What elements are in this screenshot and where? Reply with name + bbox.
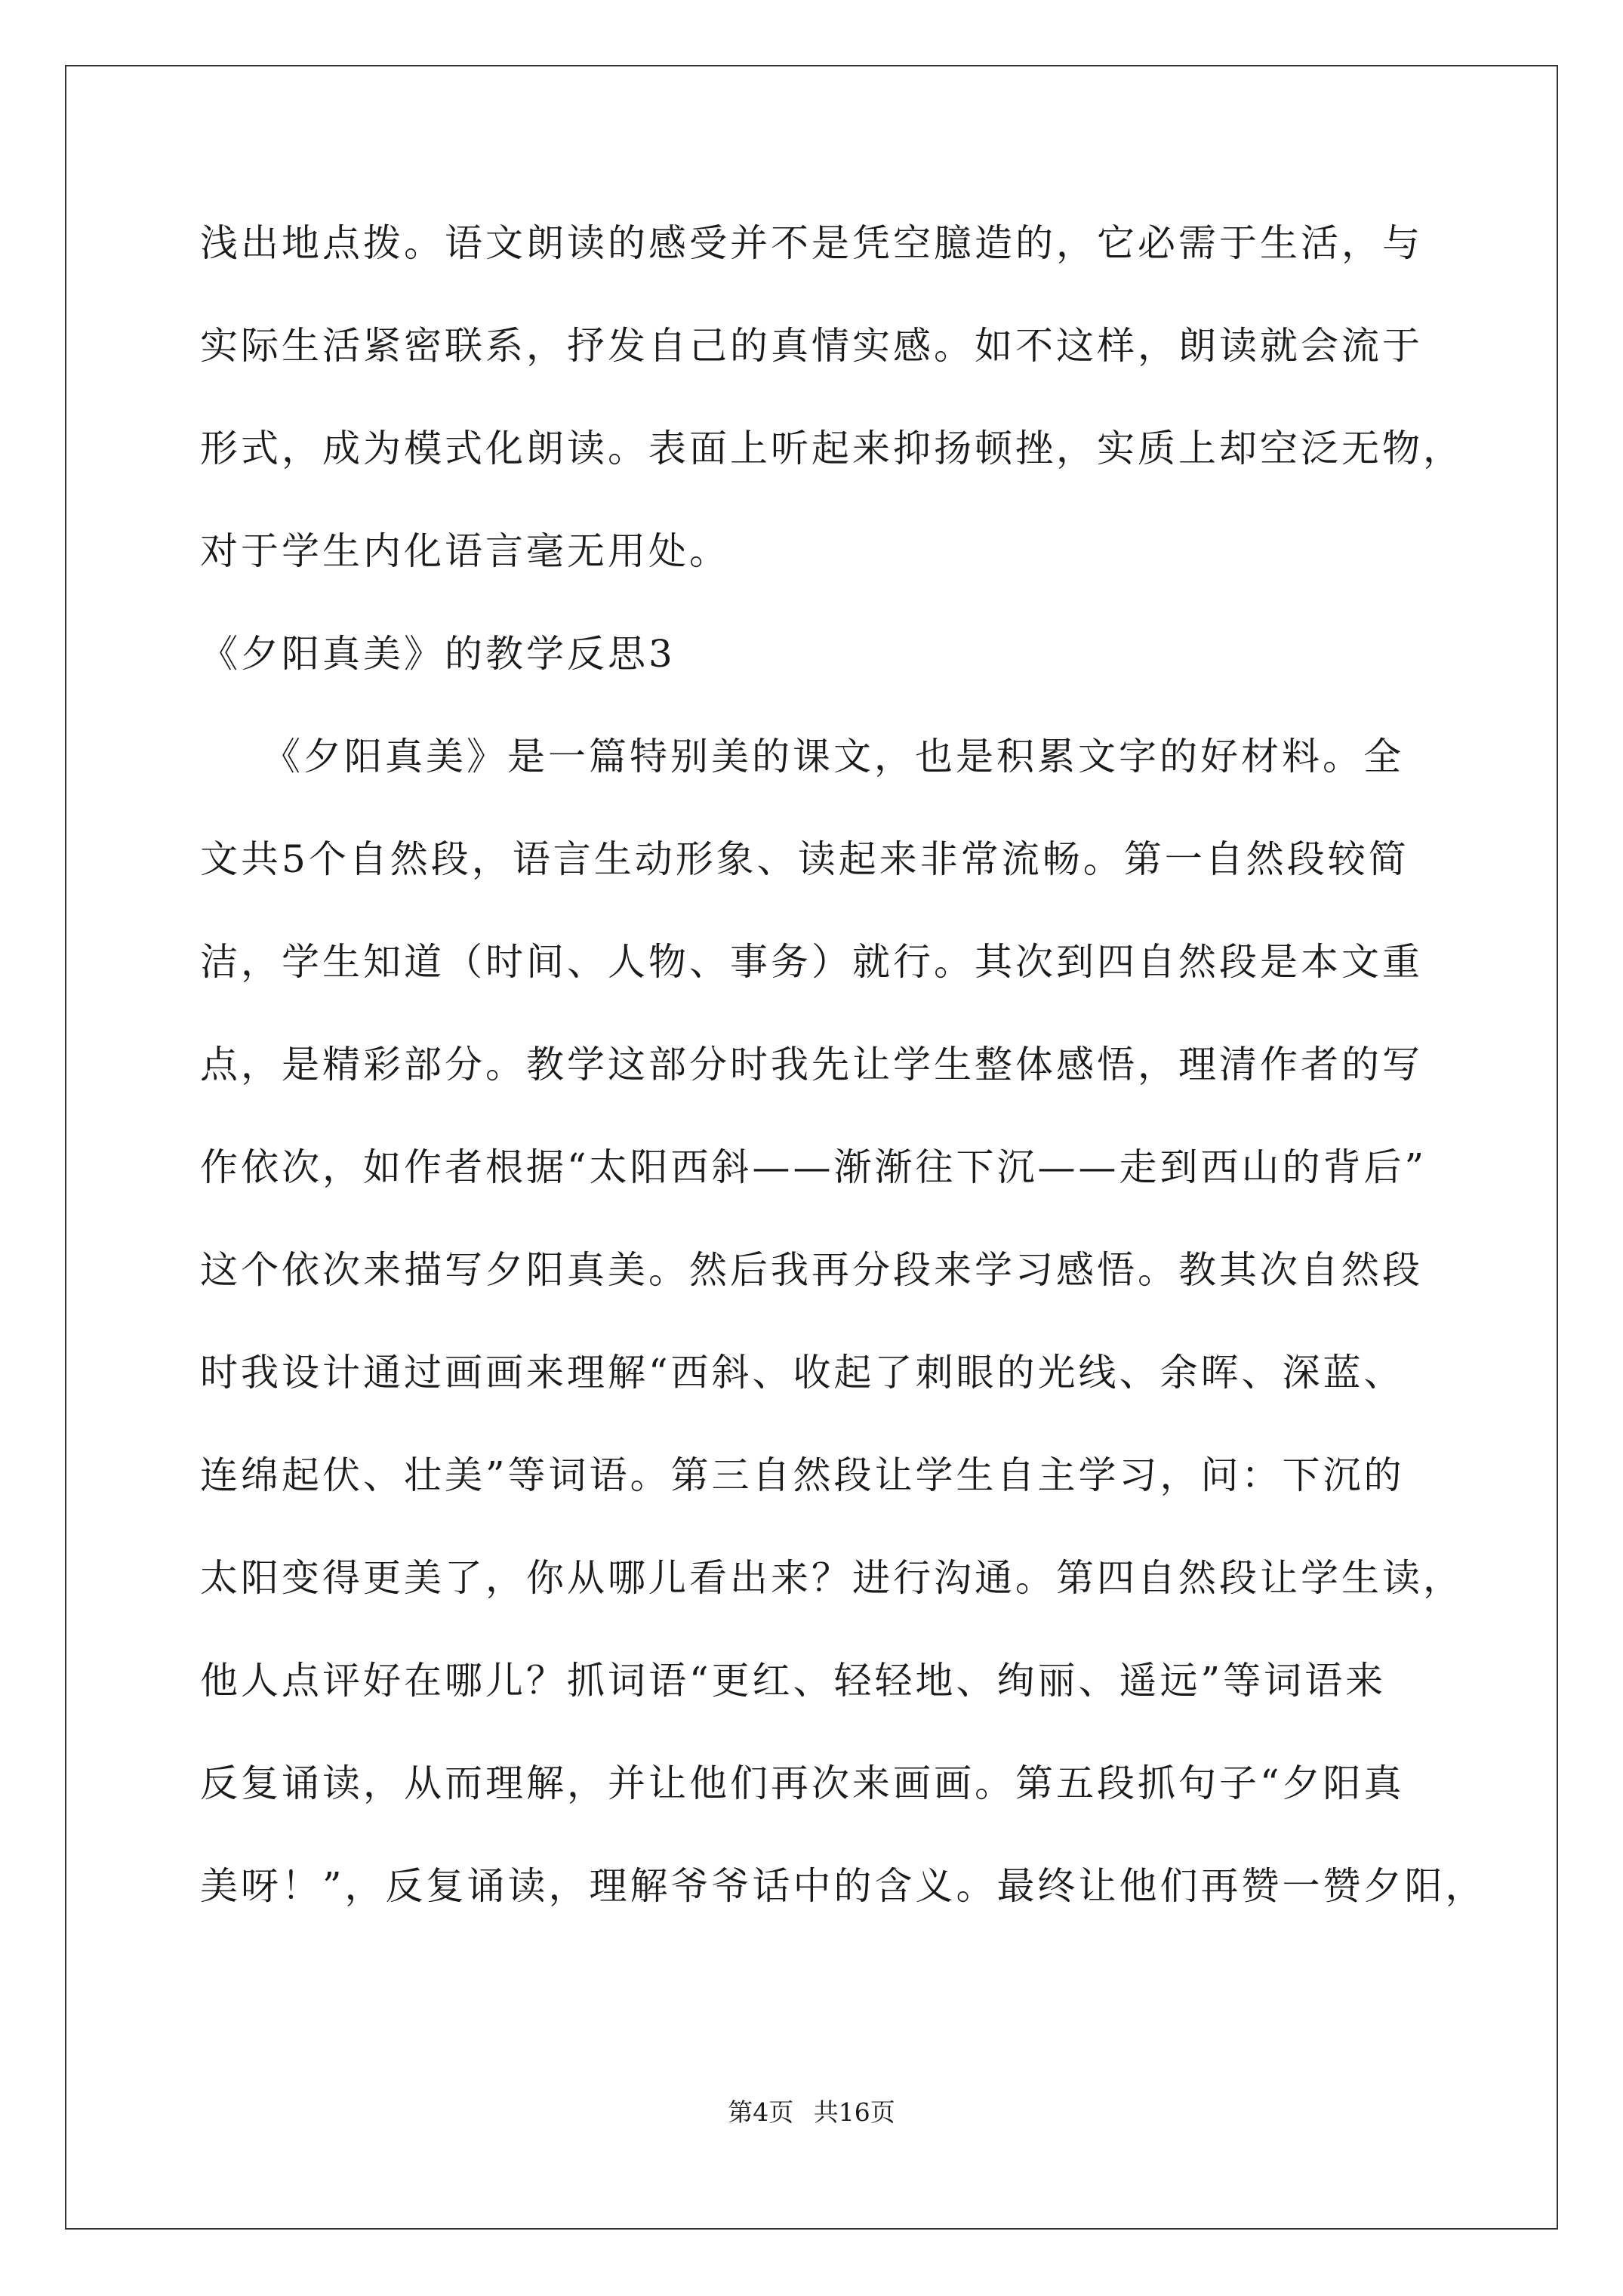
text-line: 实际生活紧密联系，抒发自己的真情实感。如不这样，朗读就会流于 — [200, 324, 1423, 368]
page-total: 共16页 — [813, 2097, 895, 2127]
section-heading: 《夕阳真美》的教学反思3 — [200, 632, 676, 676]
text-line: 浅出地点拨。语文朗读的感受并不是凭空臆造的，它必需于生活，与 — [200, 221, 1423, 265]
text-line: 点，是精彩部分。教学这部分时我先让学生整体感悟，理清作者的写 — [200, 1043, 1423, 1086]
text-line: 太阳变得更美了，你从哪儿看出来？进行沟通。第四自然段让学生读， — [200, 1556, 1464, 1600]
text-line: 洁，学生知道（时间、人物、事务）就行。其次到四自然段是本文重 — [200, 940, 1423, 984]
page-footer — [0, 2097, 1623, 2128]
text-line: 《夕阳真美》是一篇特别美的课文，也是积累文字的好材料。全 — [200, 735, 1404, 778]
text-line: 时我设计通过画画来理解“西斜、收起了刺眼的光线、余晖、深蓝、 — [200, 1351, 1405, 1395]
text-line: 作依次，如作者根据“太阳西斜——渐渐往下沉——走到西山的背后” — [200, 1145, 1427, 1189]
text-line: 文共5个自然段，语言生动形象、读起来非常流畅。第一自然段较简 — [200, 837, 1409, 881]
text-line: 他人点评好在哪儿？抓词语“更红、轻轻地、绚丽、遥远”等词语来 — [200, 1659, 1387, 1703]
text-line: 对于学生内化语言毫无用处。 — [200, 529, 730, 573]
text-line: 形式，成为模式化朗读。表面上听起来抑扬顿挫，实质上却空泛无物， — [200, 427, 1464, 470]
text-line: 美呀！”，反复诵读，理解爷爷话中的含义。最终让他们再赞一赞夕阳， — [200, 1864, 1486, 1908]
text-line: 连绵起伏、壮美”等词语。第三自然段让学生自主学习，问：下沉的 — [200, 1453, 1405, 1497]
text-line: 这个依次来描写夕阳真美。然后我再分段来学习感悟。教其次自然段 — [200, 1248, 1423, 1292]
page-number: 第4页 — [728, 2097, 794, 2127]
text-line: 反复诵读，从而理解，并让他们再次来画画。第五段抓句子“夕阳真 — [200, 1761, 1405, 1805]
